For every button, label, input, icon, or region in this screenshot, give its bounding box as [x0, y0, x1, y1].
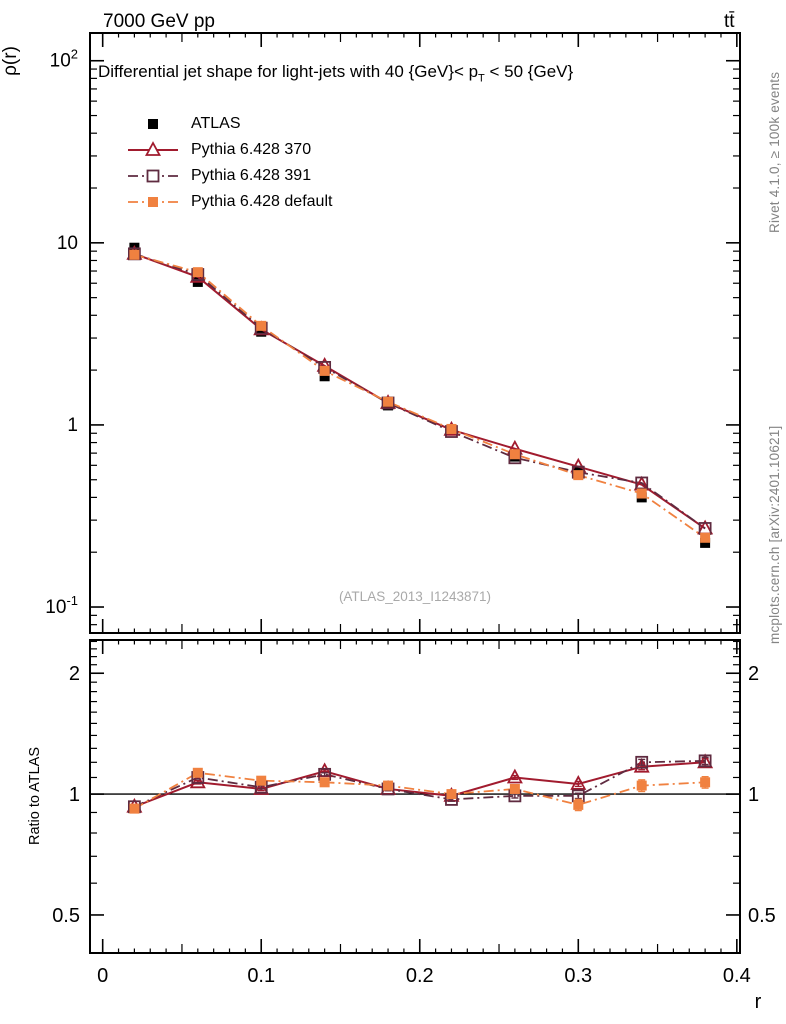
svg-text:1: 1 — [67, 414, 78, 436]
ratio-panel-series — [90, 755, 740, 813]
legend-label: ATLAS — [191, 115, 241, 132]
plot-title-post: < 50 {GeV} — [484, 62, 574, 81]
plot-title-sub: T — [478, 72, 485, 85]
rivet-version-note: Rivet 4.1.0, ≥ 100k events — [767, 71, 782, 233]
legend-label: Pythia 6.428 391 — [191, 167, 312, 184]
svg-text:10-1: $10^{-1}$ — [45, 593, 78, 619]
svg-text:1: 1 — [748, 784, 760, 807]
atlas-marker-icon — [127, 115, 179, 133]
mcplots-reference-note: mcplots.cern.ch [arXiv:2401.10621] — [767, 425, 782, 644]
svg-text:0.2: 0.2 — [405, 965, 434, 987]
plot-title-pre: Differential jet shape for light-jets with 40 {GeV}< p — [98, 62, 479, 81]
legend-item-pythia-default — [127, 189, 332, 215]
svg-text:1: 1 — [68, 784, 80, 807]
svg-text:0.1: 0.1 — [247, 965, 276, 987]
ratio-y-axis-title: Ratio to ATLAS — [27, 746, 44, 846]
legend-item-atlas — [127, 111, 332, 137]
svg-text:0.4: 0.4 — [722, 965, 751, 987]
svg-text:0.5: 0.5 — [52, 904, 80, 927]
beam-energy-label: 7000 GeV pp — [103, 11, 215, 32]
plot-title — [98, 62, 573, 84]
svg-text:0.3: 0.3 — [564, 965, 593, 987]
filled-square-marker-icon — [127, 193, 179, 211]
legend-label: Pythia 6.428 default — [191, 193, 333, 210]
svg-text:102: $10^2$ — [49, 46, 78, 72]
main-y-axis-title: ρ(r) — [0, 46, 21, 76]
process-label: tt̄ — [724, 11, 735, 32]
open-square-marker-icon — [127, 167, 179, 185]
svg-text:2: 2 — [748, 663, 760, 686]
triangle-marker-icon — [127, 141, 179, 159]
svg-text:0.5: 0.5 — [748, 904, 776, 927]
svg-text:10: 10 — [56, 232, 78, 254]
svg-text:0: 0 — [97, 965, 109, 987]
analysis-id-watermark: (ATLAS_2013_I1243871) — [338, 589, 492, 604]
legend-label: Pythia 6.428 370 — [191, 141, 312, 158]
svg-text:r: r — [754, 991, 762, 1013]
legend-item-pythia-370 — [127, 137, 332, 163]
main-panel-series — [128, 243, 712, 548]
legend — [127, 111, 332, 215]
svg-text:2: 2 — [68, 663, 80, 686]
legend-item-pythia-391 — [127, 163, 332, 189]
